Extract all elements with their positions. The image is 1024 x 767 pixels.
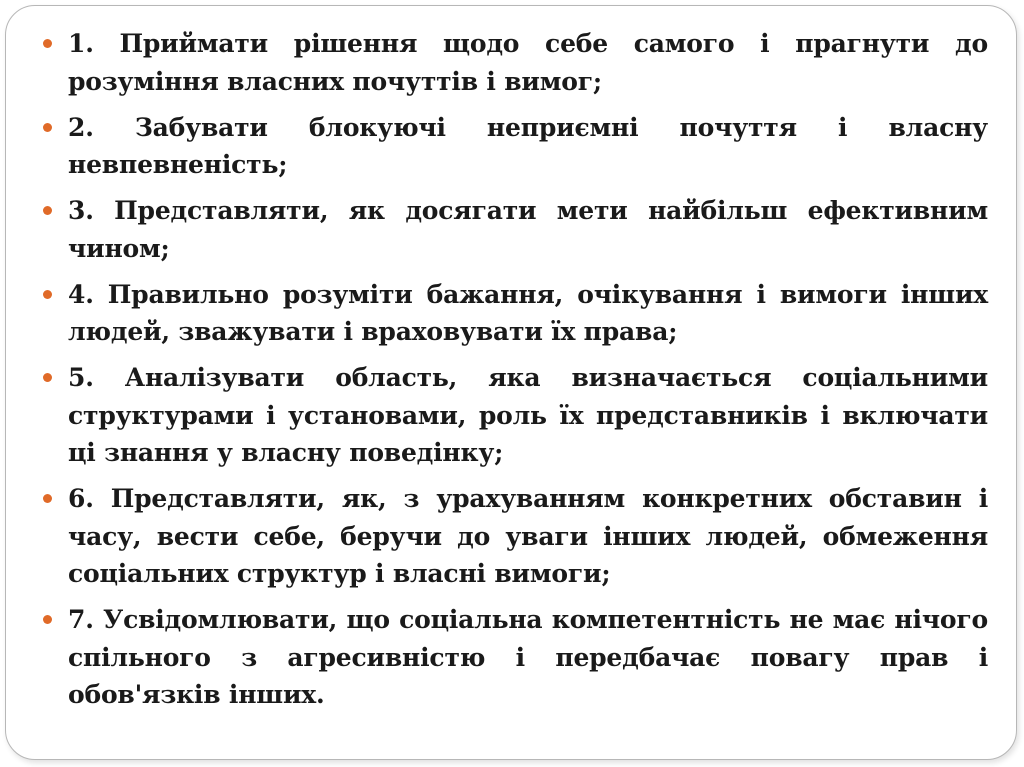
list-item [43,480,988,593]
list-item [43,276,988,351]
bullet-dot-icon [43,373,52,382]
bullet-list [43,25,988,722]
bullet-dot-icon [43,290,52,299]
list-item [43,192,988,267]
list-item-text: 2. Забувати блокуючі неприємні почуття і власну невпевненість; [68,112,988,179]
list-item [43,109,988,184]
list-item-text: 6. Представляти, як, з урахуванням конкретних обставин і часу, вести себе, беручи до уваги інших людей, обмеження соціальних структур і власні вимоги; [68,484,988,588]
list-item-text: 1. Приймати рішення щодо себе самого і прагнути до розуміння власних почуттів і вимог; [68,29,988,96]
list-item-text: 3. Представляти, як досягати мети найбільш ефективним чином; [68,196,988,263]
list-item [43,359,988,472]
list-item-text: 4. Правильно розуміти бажання, очікування і вимоги інших людей, зважувати і враховувати їх права; [68,279,988,346]
bullet-dot-icon [43,39,52,48]
bullet-dot-icon [43,494,52,503]
list-item-text: 5. Аналізувати область, яка визначається соціальними структурами і установами, роль їх представників і включати ці знання у власну поведінку; [68,363,988,467]
bullet-dot-icon [43,615,52,624]
bullet-dot-icon [43,123,52,132]
bullet-dot-icon [43,206,52,215]
list-item-text: 7. Усвідомлювати, що соціальна компетентність не має нічого спільного з агресивністю і передбачає повагу прав і обов'язків інших. [68,605,988,709]
list-item [43,601,988,714]
list-item [43,25,988,100]
